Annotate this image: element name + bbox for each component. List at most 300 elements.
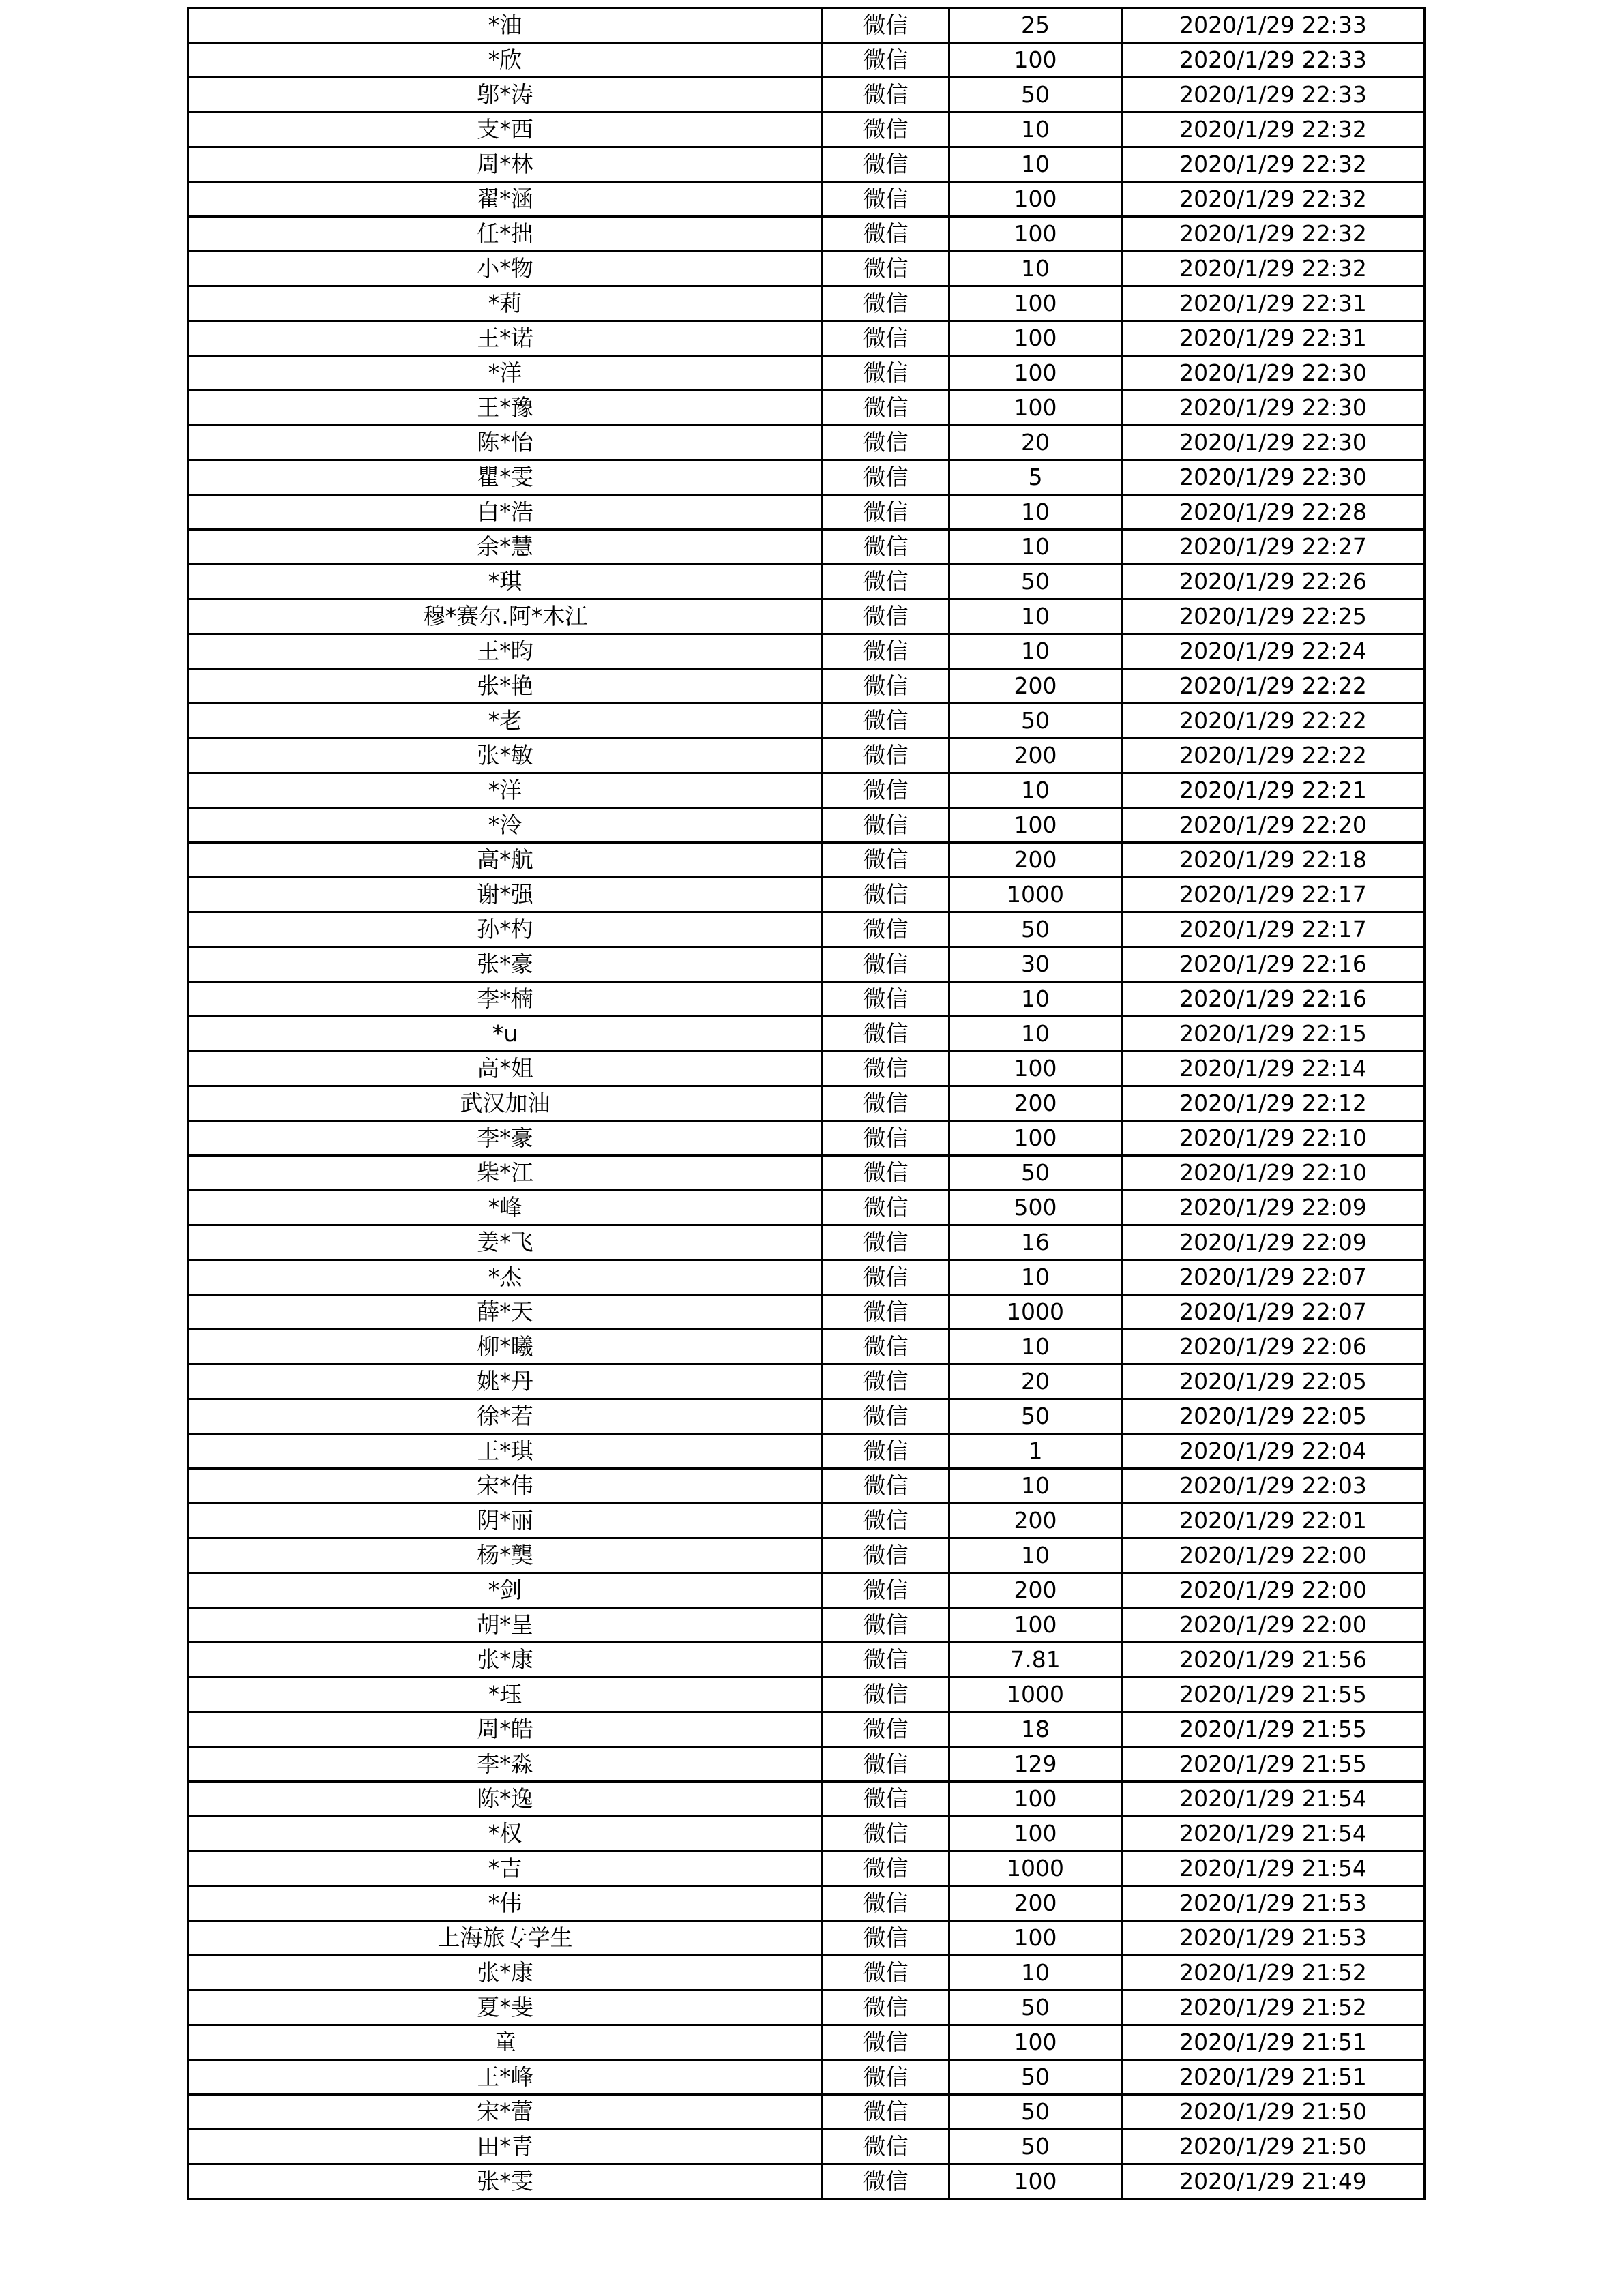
table-row xyxy=(188,113,1425,147)
donation-amount-cell: 100 xyxy=(949,1052,1122,1086)
donor-name-cell: 张*敏 xyxy=(188,739,823,773)
table-row xyxy=(188,460,1425,495)
donation-time-cell: 2020/1/29 21:52 xyxy=(1122,1956,1425,1991)
donation-amount-cell: 16 xyxy=(949,1225,1122,1260)
payment-channel-cell: 微信 xyxy=(823,1504,949,1538)
donation-time-cell: 2020/1/29 22:22 xyxy=(1122,739,1425,773)
donation-time-cell: 2020/1/29 22:00 xyxy=(1122,1573,1425,1608)
donation-amount-cell: 100 xyxy=(949,1817,1122,1851)
donation-time-cell: 2020/1/29 22:21 xyxy=(1122,773,1425,808)
table-row xyxy=(188,1851,1425,1886)
payment-channel-cell: 微信 xyxy=(823,878,949,912)
donor-name-cell: 柳*曦 xyxy=(188,1330,823,1365)
table-row xyxy=(188,912,1425,947)
donation-time-cell: 2020/1/29 22:22 xyxy=(1122,704,1425,739)
donor-name-cell: 薛*天 xyxy=(188,1295,823,1330)
table-row xyxy=(188,1782,1425,1817)
table-row xyxy=(188,808,1425,843)
donor-name-cell: 余*慧 xyxy=(188,530,823,565)
donation-time-cell: 2020/1/29 22:16 xyxy=(1122,982,1425,1017)
payment-channel-cell: 微信 xyxy=(823,1225,949,1260)
table-row xyxy=(188,78,1425,113)
donor-name-cell: *珏 xyxy=(188,1678,823,1712)
donor-name-cell: 孙*杓 xyxy=(188,912,823,947)
donor-name-cell: *老 xyxy=(188,704,823,739)
table-row xyxy=(188,773,1425,808)
donation-amount-cell: 1000 xyxy=(949,1851,1122,1886)
donor-name-cell: 张*康 xyxy=(188,1643,823,1678)
table-row xyxy=(188,321,1425,356)
donor-name-cell: 武汉加油 xyxy=(188,1086,823,1121)
donation-amount-cell: 50 xyxy=(949,2095,1122,2130)
donor-name-cell: 瞿*雯 xyxy=(188,460,823,495)
donation-amount-cell: 1000 xyxy=(949,1678,1122,1712)
payment-channel-cell: 微信 xyxy=(823,599,949,634)
donation-amount-cell: 10 xyxy=(949,634,1122,669)
donor-name-cell: *琪 xyxy=(188,565,823,599)
donor-name-cell: 胡*呈 xyxy=(188,1608,823,1643)
table-row xyxy=(188,1295,1425,1330)
payment-channel-cell: 微信 xyxy=(823,43,949,78)
donation-time-cell: 2020/1/29 22:32 xyxy=(1122,252,1425,286)
donation-amount-cell: 5 xyxy=(949,460,1122,495)
donor-name-cell: 邬*涛 xyxy=(188,78,823,113)
table-row xyxy=(188,1434,1425,1469)
table-row xyxy=(188,1225,1425,1260)
table-body xyxy=(188,8,1425,2199)
payment-channel-cell: 微信 xyxy=(823,1121,949,1156)
donation-amount-cell: 100 xyxy=(949,808,1122,843)
table-row xyxy=(188,1330,1425,1365)
donation-amount-cell: 200 xyxy=(949,1504,1122,1538)
donation-amount-cell: 50 xyxy=(949,1991,1122,2025)
payment-channel-cell: 微信 xyxy=(823,1921,949,1956)
payment-channel-cell: 微信 xyxy=(823,78,949,113)
donor-name-cell: 翟*涵 xyxy=(188,182,823,217)
payment-channel-cell: 微信 xyxy=(823,2060,949,2095)
payment-channel-cell: 微信 xyxy=(823,1817,949,1851)
payment-channel-cell: 微信 xyxy=(823,1399,949,1434)
donation-time-cell: 2020/1/29 22:22 xyxy=(1122,669,1425,704)
donor-name-cell: 夏*斐 xyxy=(188,1991,823,2025)
donation-amount-cell: 1000 xyxy=(949,1295,1122,1330)
payment-channel-cell: 微信 xyxy=(823,669,949,704)
table-row xyxy=(188,1504,1425,1538)
table-row xyxy=(188,1886,1425,1921)
donor-name-cell: *剑 xyxy=(188,1573,823,1608)
payment-channel-cell: 微信 xyxy=(823,1295,949,1330)
table-row xyxy=(188,1469,1425,1504)
payment-channel-cell: 微信 xyxy=(823,1191,949,1225)
donation-amount-cell: 10 xyxy=(949,982,1122,1017)
donation-amount-cell: 10 xyxy=(949,599,1122,634)
donation-amount-cell: 100 xyxy=(949,2164,1122,2199)
donation-records-table xyxy=(187,7,1426,2200)
donor-name-cell: 周*皓 xyxy=(188,1712,823,1747)
donor-name-cell: *欣 xyxy=(188,43,823,78)
table-row xyxy=(188,356,1425,391)
payment-channel-cell: 微信 xyxy=(823,1538,949,1573)
donation-time-cell: 2020/1/29 22:00 xyxy=(1122,1538,1425,1573)
table-row xyxy=(188,1156,1425,1191)
table-row xyxy=(188,1608,1425,1643)
table-row xyxy=(188,565,1425,599)
table-row xyxy=(188,1260,1425,1295)
donation-amount-cell: 100 xyxy=(949,321,1122,356)
payment-channel-cell: 微信 xyxy=(823,147,949,182)
table-row xyxy=(188,947,1425,982)
donor-name-cell: *洋 xyxy=(188,356,823,391)
table-row xyxy=(188,426,1425,460)
donation-amount-cell: 100 xyxy=(949,1921,1122,1956)
donation-time-cell: 2020/1/29 22:33 xyxy=(1122,78,1425,113)
table-row xyxy=(188,252,1425,286)
donor-name-cell: 童 xyxy=(188,2025,823,2060)
table-row xyxy=(188,286,1425,321)
donor-name-cell: *杰 xyxy=(188,1260,823,1295)
payment-channel-cell: 微信 xyxy=(823,634,949,669)
table-row xyxy=(188,843,1425,878)
table-row xyxy=(188,147,1425,182)
table-row xyxy=(188,1956,1425,1991)
donation-amount-cell: 10 xyxy=(949,1956,1122,1991)
table-row xyxy=(188,878,1425,912)
payment-channel-cell: 微信 xyxy=(823,1956,949,1991)
table-row xyxy=(188,43,1425,78)
table-row xyxy=(188,1052,1425,1086)
payment-channel-cell: 微信 xyxy=(823,1643,949,1678)
donor-name-cell: 张*艳 xyxy=(188,669,823,704)
donor-name-cell: *u xyxy=(188,1017,823,1052)
donation-time-cell: 2020/1/29 21:55 xyxy=(1122,1712,1425,1747)
payment-channel-cell: 微信 xyxy=(823,286,949,321)
payment-channel-cell: 微信 xyxy=(823,565,949,599)
table-row xyxy=(188,1991,1425,2025)
donation-amount-cell: 10 xyxy=(949,530,1122,565)
donor-name-cell: *莉 xyxy=(188,286,823,321)
donation-time-cell: 2020/1/29 22:10 xyxy=(1122,1156,1425,1191)
donation-time-cell: 2020/1/29 22:17 xyxy=(1122,878,1425,912)
donation-amount-cell: 50 xyxy=(949,912,1122,947)
payment-channel-cell: 微信 xyxy=(823,426,949,460)
donation-time-cell: 2020/1/29 21:54 xyxy=(1122,1782,1425,1817)
payment-channel-cell: 微信 xyxy=(823,2130,949,2164)
donation-time-cell: 2020/1/29 22:30 xyxy=(1122,460,1425,495)
donation-amount-cell: 200 xyxy=(949,669,1122,704)
donation-time-cell: 2020/1/29 22:32 xyxy=(1122,217,1425,252)
payment-channel-cell: 微信 xyxy=(823,113,949,147)
table-row xyxy=(188,1365,1425,1399)
donor-name-cell: 李*淼 xyxy=(188,1747,823,1782)
donor-name-cell: 王*豫 xyxy=(188,391,823,426)
donation-time-cell: 2020/1/29 22:32 xyxy=(1122,182,1425,217)
donor-name-cell: 小*物 xyxy=(188,252,823,286)
donation-amount-cell: 25 xyxy=(949,8,1122,43)
donor-name-cell: 杨*龑 xyxy=(188,1538,823,1573)
donor-name-cell: 上海旅专学生 xyxy=(188,1921,823,1956)
donation-amount-cell: 129 xyxy=(949,1747,1122,1782)
table-row xyxy=(188,530,1425,565)
table-row xyxy=(188,1643,1425,1678)
table-row xyxy=(188,739,1425,773)
donation-time-cell: 2020/1/29 22:01 xyxy=(1122,1504,1425,1538)
donation-amount-cell: 200 xyxy=(949,1886,1122,1921)
table-row xyxy=(188,599,1425,634)
donation-amount-cell: 50 xyxy=(949,1156,1122,1191)
payment-channel-cell: 微信 xyxy=(823,704,949,739)
donation-amount-cell: 50 xyxy=(949,1399,1122,1434)
donor-name-cell: 姜*飞 xyxy=(188,1225,823,1260)
donor-name-cell: 任*拙 xyxy=(188,217,823,252)
donation-time-cell: 2020/1/29 21:51 xyxy=(1122,2060,1425,2095)
donation-time-cell: 2020/1/29 22:03 xyxy=(1122,1469,1425,1504)
donor-name-cell: *吉 xyxy=(188,1851,823,1886)
donation-time-cell: 2020/1/29 21:52 xyxy=(1122,1991,1425,2025)
donor-name-cell: 柴*江 xyxy=(188,1156,823,1191)
payment-channel-cell: 微信 xyxy=(823,739,949,773)
donation-time-cell: 2020/1/29 22:14 xyxy=(1122,1052,1425,1086)
donation-amount-cell: 100 xyxy=(949,1121,1122,1156)
donation-time-cell: 2020/1/29 21:50 xyxy=(1122,2130,1425,2164)
donor-name-cell: 穆*赛尔.阿*木江 xyxy=(188,599,823,634)
donation-time-cell: 2020/1/29 22:07 xyxy=(1122,1295,1425,1330)
table-row xyxy=(188,982,1425,1017)
donation-amount-cell: 100 xyxy=(949,391,1122,426)
donor-name-cell: 阴*丽 xyxy=(188,1504,823,1538)
payment-channel-cell: 微信 xyxy=(823,2164,949,2199)
payment-channel-cell: 微信 xyxy=(823,1851,949,1886)
donation-amount-cell: 50 xyxy=(949,2130,1122,2164)
table-row xyxy=(188,391,1425,426)
donation-amount-cell: 10 xyxy=(949,773,1122,808)
table-row xyxy=(188,1017,1425,1052)
donor-name-cell: 李*豪 xyxy=(188,1121,823,1156)
donor-name-cell: *权 xyxy=(188,1817,823,1851)
donation-time-cell: 2020/1/29 21:53 xyxy=(1122,1921,1425,1956)
table-row xyxy=(188,669,1425,704)
payment-channel-cell: 微信 xyxy=(823,773,949,808)
donation-amount-cell: 100 xyxy=(949,286,1122,321)
donation-amount-cell: 1000 xyxy=(949,878,1122,912)
donation-amount-cell: 100 xyxy=(949,217,1122,252)
table-row xyxy=(188,1678,1425,1712)
donor-name-cell: 陈*怡 xyxy=(188,426,823,460)
donor-name-cell: 张*豪 xyxy=(188,947,823,982)
payment-channel-cell: 微信 xyxy=(823,495,949,530)
table-row xyxy=(188,1712,1425,1747)
table-row xyxy=(188,8,1425,43)
donor-name-cell: 周*林 xyxy=(188,147,823,182)
table-row xyxy=(188,1573,1425,1608)
table-row xyxy=(188,1538,1425,1573)
donation-time-cell: 2020/1/29 22:26 xyxy=(1122,565,1425,599)
donation-amount-cell: 50 xyxy=(949,2060,1122,2095)
table-row xyxy=(188,634,1425,669)
donation-time-cell: 2020/1/29 22:16 xyxy=(1122,947,1425,982)
donor-name-cell: *伟 xyxy=(188,1886,823,1921)
donation-time-cell: 2020/1/29 22:27 xyxy=(1122,530,1425,565)
table-row xyxy=(188,217,1425,252)
table-row xyxy=(188,2164,1425,2199)
donation-time-cell: 2020/1/29 22:24 xyxy=(1122,634,1425,669)
donation-time-cell: 2020/1/29 22:33 xyxy=(1122,43,1425,78)
donation-amount-cell: 200 xyxy=(949,843,1122,878)
donation-amount-cell: 500 xyxy=(949,1191,1122,1225)
payment-channel-cell: 微信 xyxy=(823,982,949,1017)
donor-name-cell: *泠 xyxy=(188,808,823,843)
donor-name-cell: 李*楠 xyxy=(188,982,823,1017)
payment-channel-cell: 微信 xyxy=(823,460,949,495)
donation-time-cell: 2020/1/29 21:49 xyxy=(1122,2164,1425,2199)
payment-channel-cell: 微信 xyxy=(823,8,949,43)
donation-time-cell: 2020/1/29 21:55 xyxy=(1122,1678,1425,1712)
donation-time-cell: 2020/1/29 22:32 xyxy=(1122,147,1425,182)
donation-amount-cell: 1 xyxy=(949,1434,1122,1469)
donor-name-cell: *峰 xyxy=(188,1191,823,1225)
donation-time-cell: 2020/1/29 21:55 xyxy=(1122,1747,1425,1782)
donor-name-cell: 白*浩 xyxy=(188,495,823,530)
payment-channel-cell: 微信 xyxy=(823,1260,949,1295)
payment-channel-cell: 微信 xyxy=(823,356,949,391)
table-row xyxy=(188,495,1425,530)
payment-channel-cell: 微信 xyxy=(823,1365,949,1399)
donation-time-cell: 2020/1/29 22:05 xyxy=(1122,1399,1425,1434)
donation-amount-cell: 10 xyxy=(949,252,1122,286)
donation-amount-cell: 100 xyxy=(949,182,1122,217)
donation-time-cell: 2020/1/29 21:54 xyxy=(1122,1851,1425,1886)
donation-amount-cell: 10 xyxy=(949,1330,1122,1365)
donation-amount-cell: 20 xyxy=(949,426,1122,460)
payment-channel-cell: 微信 xyxy=(823,1469,949,1504)
donation-amount-cell: 200 xyxy=(949,1573,1122,1608)
donor-name-cell: 支*西 xyxy=(188,113,823,147)
donation-time-cell: 2020/1/29 22:30 xyxy=(1122,391,1425,426)
payment-channel-cell: 微信 xyxy=(823,1017,949,1052)
donor-name-cell: 高*航 xyxy=(188,843,823,878)
payment-channel-cell: 微信 xyxy=(823,1747,949,1782)
donation-time-cell: 2020/1/29 22:32 xyxy=(1122,113,1425,147)
donor-name-cell: 张*雯 xyxy=(188,2164,823,2199)
donation-time-cell: 2020/1/29 22:31 xyxy=(1122,321,1425,356)
donation-amount-cell: 18 xyxy=(949,1712,1122,1747)
table-row xyxy=(188,704,1425,739)
table-row xyxy=(188,2060,1425,2095)
table-row xyxy=(188,1191,1425,1225)
donation-time-cell: 2020/1/29 22:15 xyxy=(1122,1017,1425,1052)
donation-time-cell: 2020/1/29 22:30 xyxy=(1122,426,1425,460)
donor-name-cell: 王*琪 xyxy=(188,1434,823,1469)
payment-channel-cell: 微信 xyxy=(823,1608,949,1643)
payment-channel-cell: 微信 xyxy=(823,1434,949,1469)
donation-amount-cell: 10 xyxy=(949,1260,1122,1295)
donation-amount-cell: 50 xyxy=(949,565,1122,599)
donation-time-cell: 2020/1/29 22:10 xyxy=(1122,1121,1425,1156)
table-row xyxy=(188,182,1425,217)
payment-channel-cell: 微信 xyxy=(823,947,949,982)
donation-time-cell: 2020/1/29 22:09 xyxy=(1122,1225,1425,1260)
donation-amount-cell: 100 xyxy=(949,43,1122,78)
payment-channel-cell: 微信 xyxy=(823,843,949,878)
donor-name-cell: 姚*丹 xyxy=(188,1365,823,1399)
donation-amount-cell: 100 xyxy=(949,2025,1122,2060)
donation-time-cell: 2020/1/29 21:54 xyxy=(1122,1817,1425,1851)
donation-amount-cell: 10 xyxy=(949,495,1122,530)
payment-channel-cell: 微信 xyxy=(823,1330,949,1365)
donation-amount-cell: 7.81 xyxy=(949,1643,1122,1678)
payment-channel-cell: 微信 xyxy=(823,1052,949,1086)
donation-amount-cell: 50 xyxy=(949,78,1122,113)
donor-name-cell: 徐*若 xyxy=(188,1399,823,1434)
payment-channel-cell: 微信 xyxy=(823,912,949,947)
payment-channel-cell: 微信 xyxy=(823,1991,949,2025)
payment-channel-cell: 微信 xyxy=(823,217,949,252)
donation-time-cell: 2020/1/29 22:20 xyxy=(1122,808,1425,843)
donation-amount-cell: 10 xyxy=(949,113,1122,147)
donation-time-cell: 2020/1/29 22:31 xyxy=(1122,286,1425,321)
donation-amount-cell: 200 xyxy=(949,1086,1122,1121)
payment-channel-cell: 微信 xyxy=(823,1086,949,1121)
payment-channel-cell: 微信 xyxy=(823,1678,949,1712)
donation-time-cell: 2020/1/29 22:30 xyxy=(1122,356,1425,391)
donation-time-cell: 2020/1/29 21:53 xyxy=(1122,1886,1425,1921)
payment-channel-cell: 微信 xyxy=(823,2025,949,2060)
table-row xyxy=(188,1399,1425,1434)
donation-time-cell: 2020/1/29 22:06 xyxy=(1122,1330,1425,1365)
payment-channel-cell: 微信 xyxy=(823,1782,949,1817)
donor-name-cell: 王*诺 xyxy=(188,321,823,356)
donation-amount-cell: 10 xyxy=(949,1017,1122,1052)
donation-time-cell: 2020/1/29 22:12 xyxy=(1122,1086,1425,1121)
donor-name-cell: 谢*强 xyxy=(188,878,823,912)
donation-time-cell: 2020/1/29 22:18 xyxy=(1122,843,1425,878)
donation-time-cell: 2020/1/29 22:25 xyxy=(1122,599,1425,634)
table-row xyxy=(188,1121,1425,1156)
donation-amount-cell: 100 xyxy=(949,1608,1122,1643)
table-row xyxy=(188,1921,1425,1956)
donation-amount-cell: 10 xyxy=(949,1469,1122,1504)
donor-name-cell: *油 xyxy=(188,8,823,43)
donation-amount-cell: 100 xyxy=(949,356,1122,391)
donation-time-cell: 2020/1/29 21:50 xyxy=(1122,2095,1425,2130)
donation-time-cell: 2020/1/29 22:09 xyxy=(1122,1191,1425,1225)
donation-time-cell: 2020/1/29 22:04 xyxy=(1122,1434,1425,1469)
donor-name-cell: 宋*伟 xyxy=(188,1469,823,1504)
donor-name-cell: 王*峰 xyxy=(188,2060,823,2095)
donor-name-cell: 张*康 xyxy=(188,1956,823,1991)
donation-time-cell: 2020/1/29 21:51 xyxy=(1122,2025,1425,2060)
payment-channel-cell: 微信 xyxy=(823,1712,949,1747)
donation-amount-cell: 50 xyxy=(949,704,1122,739)
table-row xyxy=(188,1086,1425,1121)
donation-time-cell: 2020/1/29 22:00 xyxy=(1122,1608,1425,1643)
donation-amount-cell: 100 xyxy=(949,1782,1122,1817)
payment-channel-cell: 微信 xyxy=(823,391,949,426)
donation-amount-cell: 20 xyxy=(949,1365,1122,1399)
table-row xyxy=(188,1817,1425,1851)
payment-channel-cell: 微信 xyxy=(823,1573,949,1608)
table-row xyxy=(188,2130,1425,2164)
payment-channel-cell: 微信 xyxy=(823,182,949,217)
payment-channel-cell: 微信 xyxy=(823,1886,949,1921)
donor-name-cell: 宋*蕾 xyxy=(188,2095,823,2130)
donor-name-cell: *洋 xyxy=(188,773,823,808)
donation-amount-cell: 30 xyxy=(949,947,1122,982)
donation-time-cell: 2020/1/29 22:33 xyxy=(1122,8,1425,43)
payment-channel-cell: 微信 xyxy=(823,808,949,843)
payment-channel-cell: 微信 xyxy=(823,530,949,565)
table-row xyxy=(188,2095,1425,2130)
payment-channel-cell: 微信 xyxy=(823,252,949,286)
